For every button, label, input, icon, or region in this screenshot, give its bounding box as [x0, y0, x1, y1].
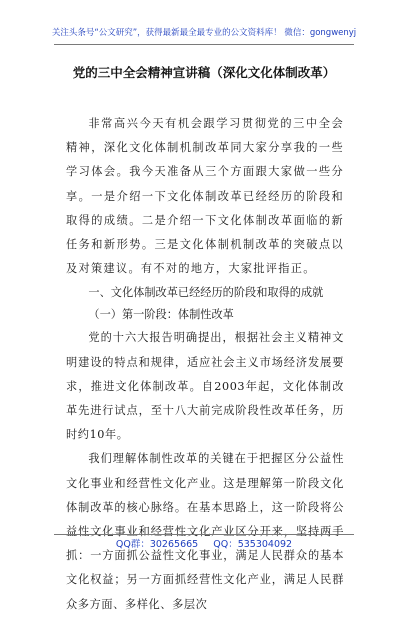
footer-divider [54, 534, 354, 535]
footer-contact [0, 536, 408, 550]
footer-qq: QQ：535304092 [213, 539, 293, 550]
body-paragraph: 我们理解体制性改革的关键在于把握区分公益性文化事业和经营性文化产业。这是理解第一阶段文化体制改革的核心脉络。在基本思路上，这一阶段将公益性文化事业和经营性文化产业区分开来，坚持两手抓：一方面抓公益性文化事业，满足人民群众的基本文化权益；另一方面抓经营性文化产业，满足人民群众多方面、多样化、多层次 [66, 452, 344, 611]
header-divider [54, 44, 354, 45]
footer-qq-group: QQ群：30265665 [115, 539, 199, 550]
header-banner: 关注头条号“公文研究”，获得最新最全最专业的公文资料库！ 微信：gongwenyj [51, 28, 357, 38]
intro-paragraph: 非常高兴今天有机会跟学习贯彻党的三中全会精神，深化文化体制机制改革同大家分享我的一些学习体会。我今天准备从三个方面跟大家做一些分享。一是介绍一下文化体制改革已经经历的阶段和取得的成绩。二是介绍一下文化体制改革面临的新任务和新形势。三是文化体制机制改革的突破点以及对策建议。有不对的地方，大家批评指正。 [66, 117, 344, 276]
section-heading: 一、文化体制改革已经经历的阶段和取得的成就 [88, 286, 324, 300]
body-paragraph: 党的十六大报告明确提出，根据社会主义精神文明建设的特点和规律，适应社会主义市场经济发展要求，推进文化体制改革。自2003年起，文化体制改革先进行试点，至十八大前完成阶段性改革任务，历时约10年。 [66, 331, 344, 442]
document-title: 党的三中全会精神宣讲稿（深化文化体制改革） [72, 65, 336, 80]
subsection-heading: （一）第一阶段：体制性改革 [88, 308, 234, 322]
